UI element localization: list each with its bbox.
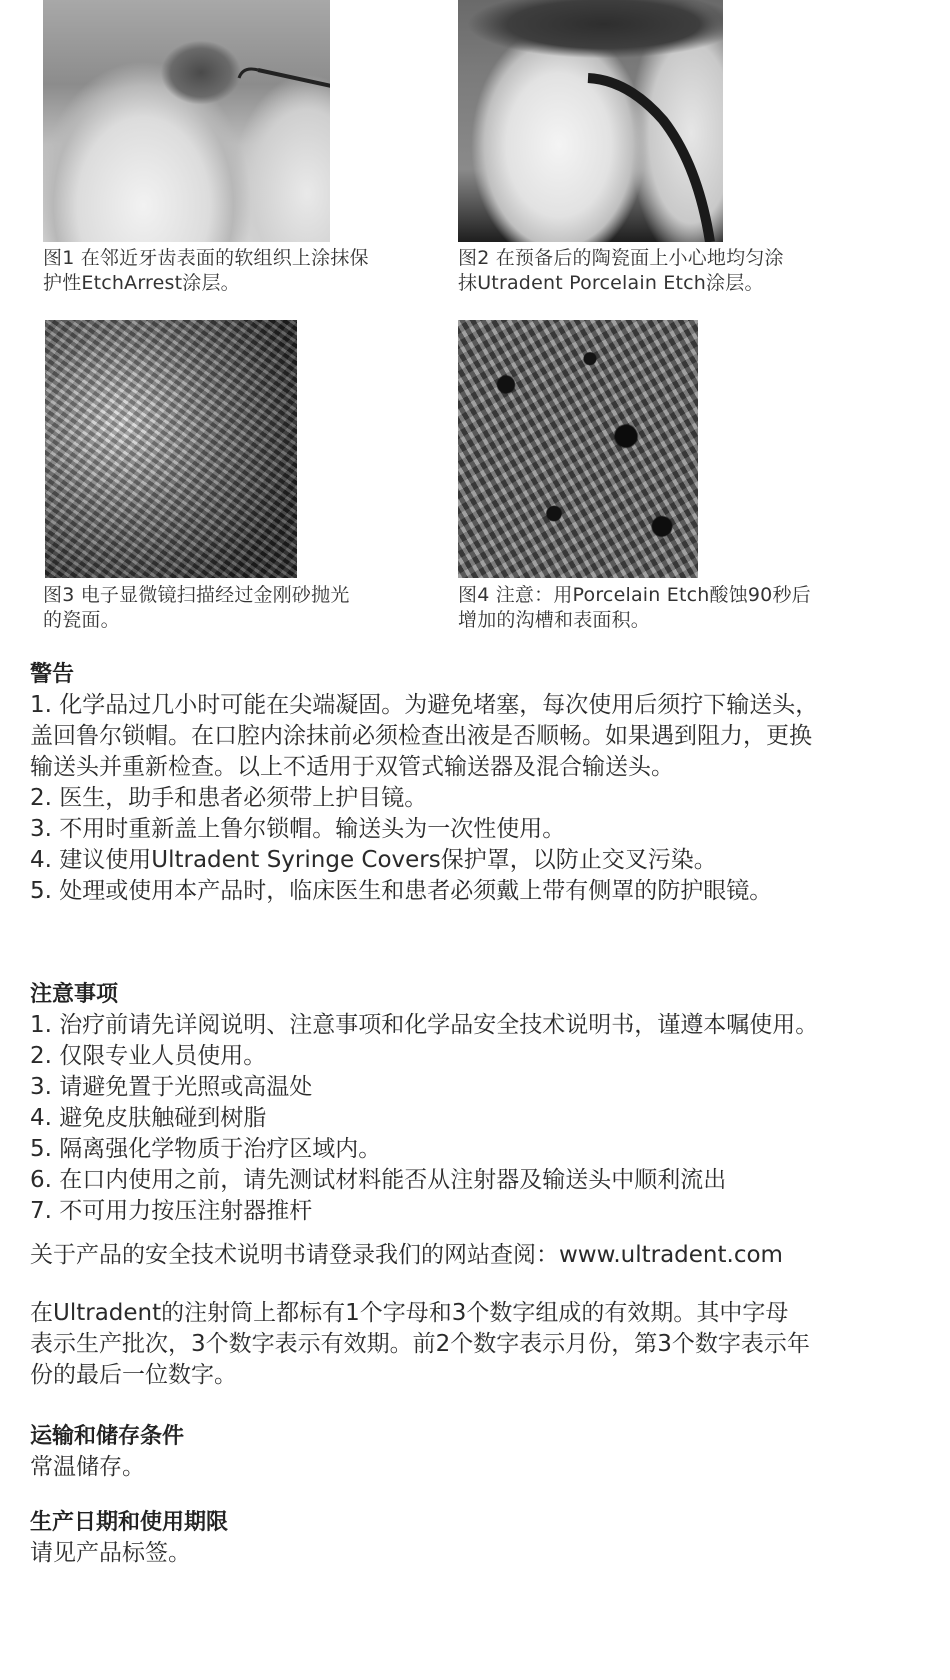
precautions-heading: 注意事项 [30,982,119,1007]
warnings-heading: 警告 [30,662,75,687]
warning-line: 3. 不用时重新盖上鲁尔锁帽。输送头为一次性使用。 [30,816,566,842]
warning-line: 盖回鲁尔锁帽。在口腔内涂抹前必须检查出液是否顺畅。如果遇到阻力，更换 [30,723,812,749]
precaution-line: 1. 治疗前请先详阅说明、注意事项和化学品安全技术说明书，谨遵本嘱使用。 [30,1012,819,1038]
production-section [30,1508,930,1569]
sds-website-note: 关于产品的安全技术说明书请登录我们的网站查阅：www.ultradent.com [30,1242,783,1268]
storage-section [30,1422,930,1483]
precaution-line: 5. 隔离强化学物质于治疗区域内。 [30,1136,382,1162]
expiry-note: 在Ultradent的注射筒上都标有1个字母和3个数字组成的有效期。其中字母 表示生产批次，3个数字表示有效期。前2个数字表示月份，第3个数字表示年 份的最后一位数字。 [30,1300,810,1388]
figure-4-caption: 图4 注意：用Porcelain Etch酸蚀90秒后 增加的沟槽和表面积。 [458,584,811,631]
precaution-line: 2. 仅限专业人员使用。 [30,1043,267,1069]
warnings-section [30,660,930,907]
precautions-section [30,980,930,1227]
probe-instrument-image [43,0,330,242]
warning-line: 2. 医生，助手和患者必须带上护目镜。 [30,785,428,811]
precaution-line: 3. 请避免置于光照或高温处 [30,1074,313,1100]
warning-line: 4. 建议使用Ultradent Syringe Covers保护罩，以防止交叉污染。 [30,847,717,873]
etch-syringe-tip-image [458,0,723,242]
figure-2-caption: 图2 在预备后的陶瓷面上小心地均匀涂 抹Utradent Porcelain Etch涂层。 [458,247,784,294]
figure-4-sem-photo [458,320,698,578]
figure-2-photo [458,0,723,242]
warning-line: 输送头并重新检查。以上不适用于双管式输送器及混合输送头。 [30,754,674,780]
production-text: 请见产品标签。 [30,1540,191,1566]
figure-1-caption: 图1 在邻近牙齿表面的软组织上涂抹保 护性EtchArrest涂层。 [43,247,369,294]
production-heading: 生产日期和使用期限 [30,1510,229,1535]
figure-3-sem-photo [45,320,297,578]
storage-heading: 运输和储存条件 [30,1424,185,1449]
figure-3-caption: 图3 电子显微镜扫描经过金刚砂抛光 的瓷面。 [43,584,350,631]
precaution-line: 4. 避免皮肤触碰到树脂 [30,1105,267,1131]
precaution-line: 6. 在口内使用之前，请先测试材料能否从注射器及输送头中顺利流出 [30,1167,727,1193]
warning-line: 5. 处理或使用本产品时，临床医生和患者必须戴上带有侧罩的防护眼镜。 [30,878,773,904]
storage-text: 常温储存。 [30,1454,145,1480]
figure-1-photo [43,0,330,242]
precaution-line: 7. 不可用力按压注射器推杆 [30,1198,313,1224]
warning-line: 1. 化学品过几小时可能在尖端凝固。为避免堵塞，每次使用后须拧下输送头， [30,692,819,718]
